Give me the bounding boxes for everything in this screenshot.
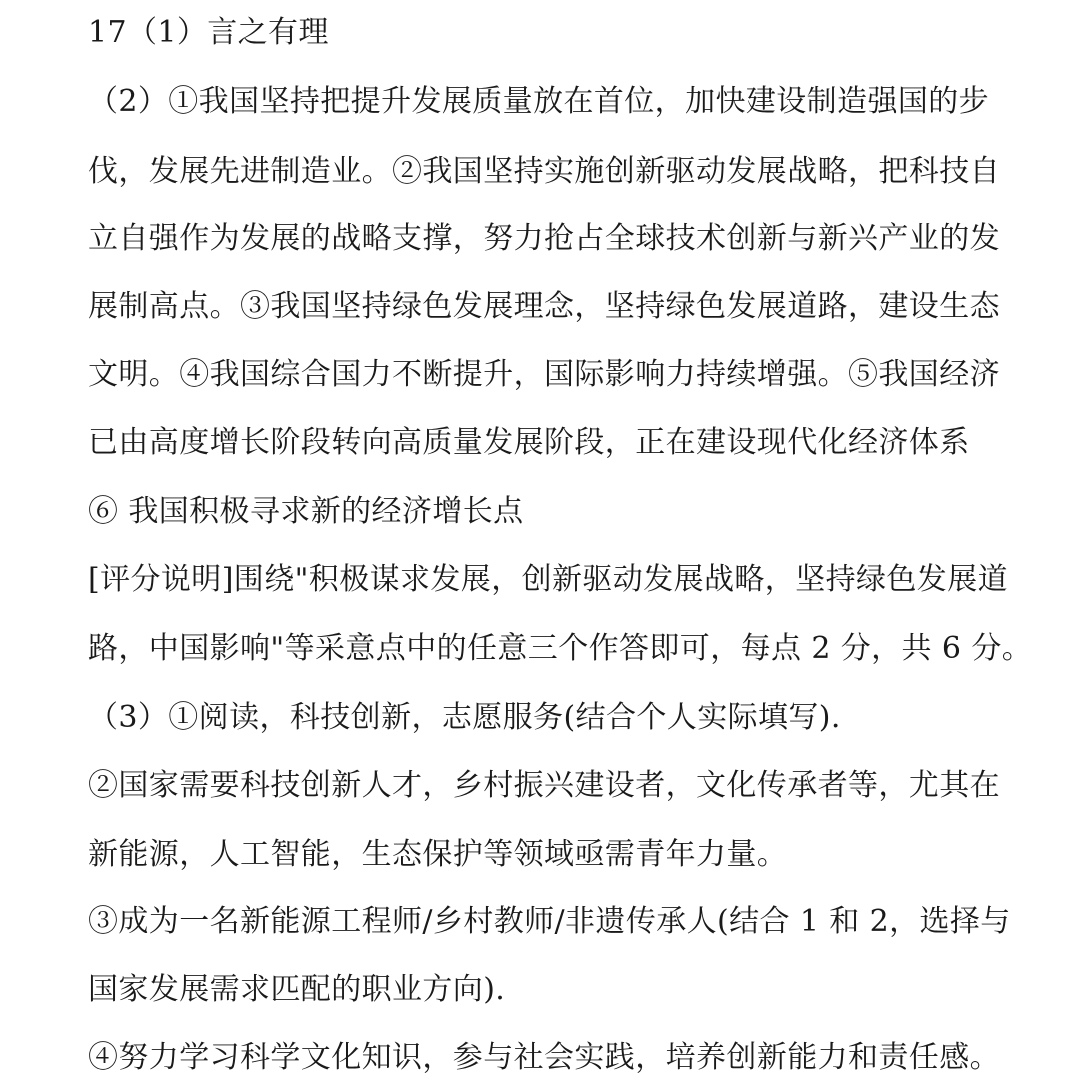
text-line-4: 立自强作为发展的战略支撑，努力抢占全球技术创新与新兴产业的发 — [88, 221, 1000, 256]
text-line-6: 文明。④我国综合国力不断提升，国际影响力持续增强。⑤我国经济 — [88, 357, 1000, 392]
text-line-2: （2）①我国坚持把提升发展质量放在首位，加快建设制造强国的步 — [88, 84, 990, 119]
text-line-3: 伐，发展先进制造业。②我国坚持实施创新驱动发展战略，把科技自 — [88, 154, 1000, 189]
text-line-12: ②国家需要科技创新人才，乡村振兴建设者，文化传承者等，尤其在 — [88, 768, 1000, 803]
scoring-note-line-2: 路，中国影响"等采意点中的任意三个作答即可，每点 2 分，共 6 分。 — [88, 631, 1033, 666]
text-line-11: （3）①阅读，科技创新，志愿服务(结合个人实际填写). — [88, 700, 841, 735]
text-line-15: 国家发展需求匹配的职业方向). — [88, 972, 506, 1007]
text-line-1: 17（1）言之有理 — [88, 15, 329, 50]
text-line-8: ⑥ 我国积极寻求新的经济增长点 — [88, 494, 524, 529]
text-line-7: 已由高度增长阶段转向高质量发展阶段，正在建设现代化经济体系 — [88, 425, 970, 460]
text-line-5: 展制高点。③我国坚持绿色发展理念，坚持绿色发展道路，建设生态 — [88, 289, 1000, 324]
scoring-note-line-1: [评分说明]围绕"积极谋求发展，创新驱动发展战略，坚持绿色发展道 — [88, 562, 1009, 597]
text-line-16: ④努力学习科学文化知识，参与社会实践，培养创新能力和责任感。 — [88, 1040, 1000, 1075]
text-line-14: ③成为一名新能源工程师/乡村教师/非遗传承人(结合 1 和 2，选择与 — [88, 904, 1011, 939]
text-line-13: 新能源，人工智能，生态保护等领域亟需青年力量。 — [88, 837, 788, 872]
